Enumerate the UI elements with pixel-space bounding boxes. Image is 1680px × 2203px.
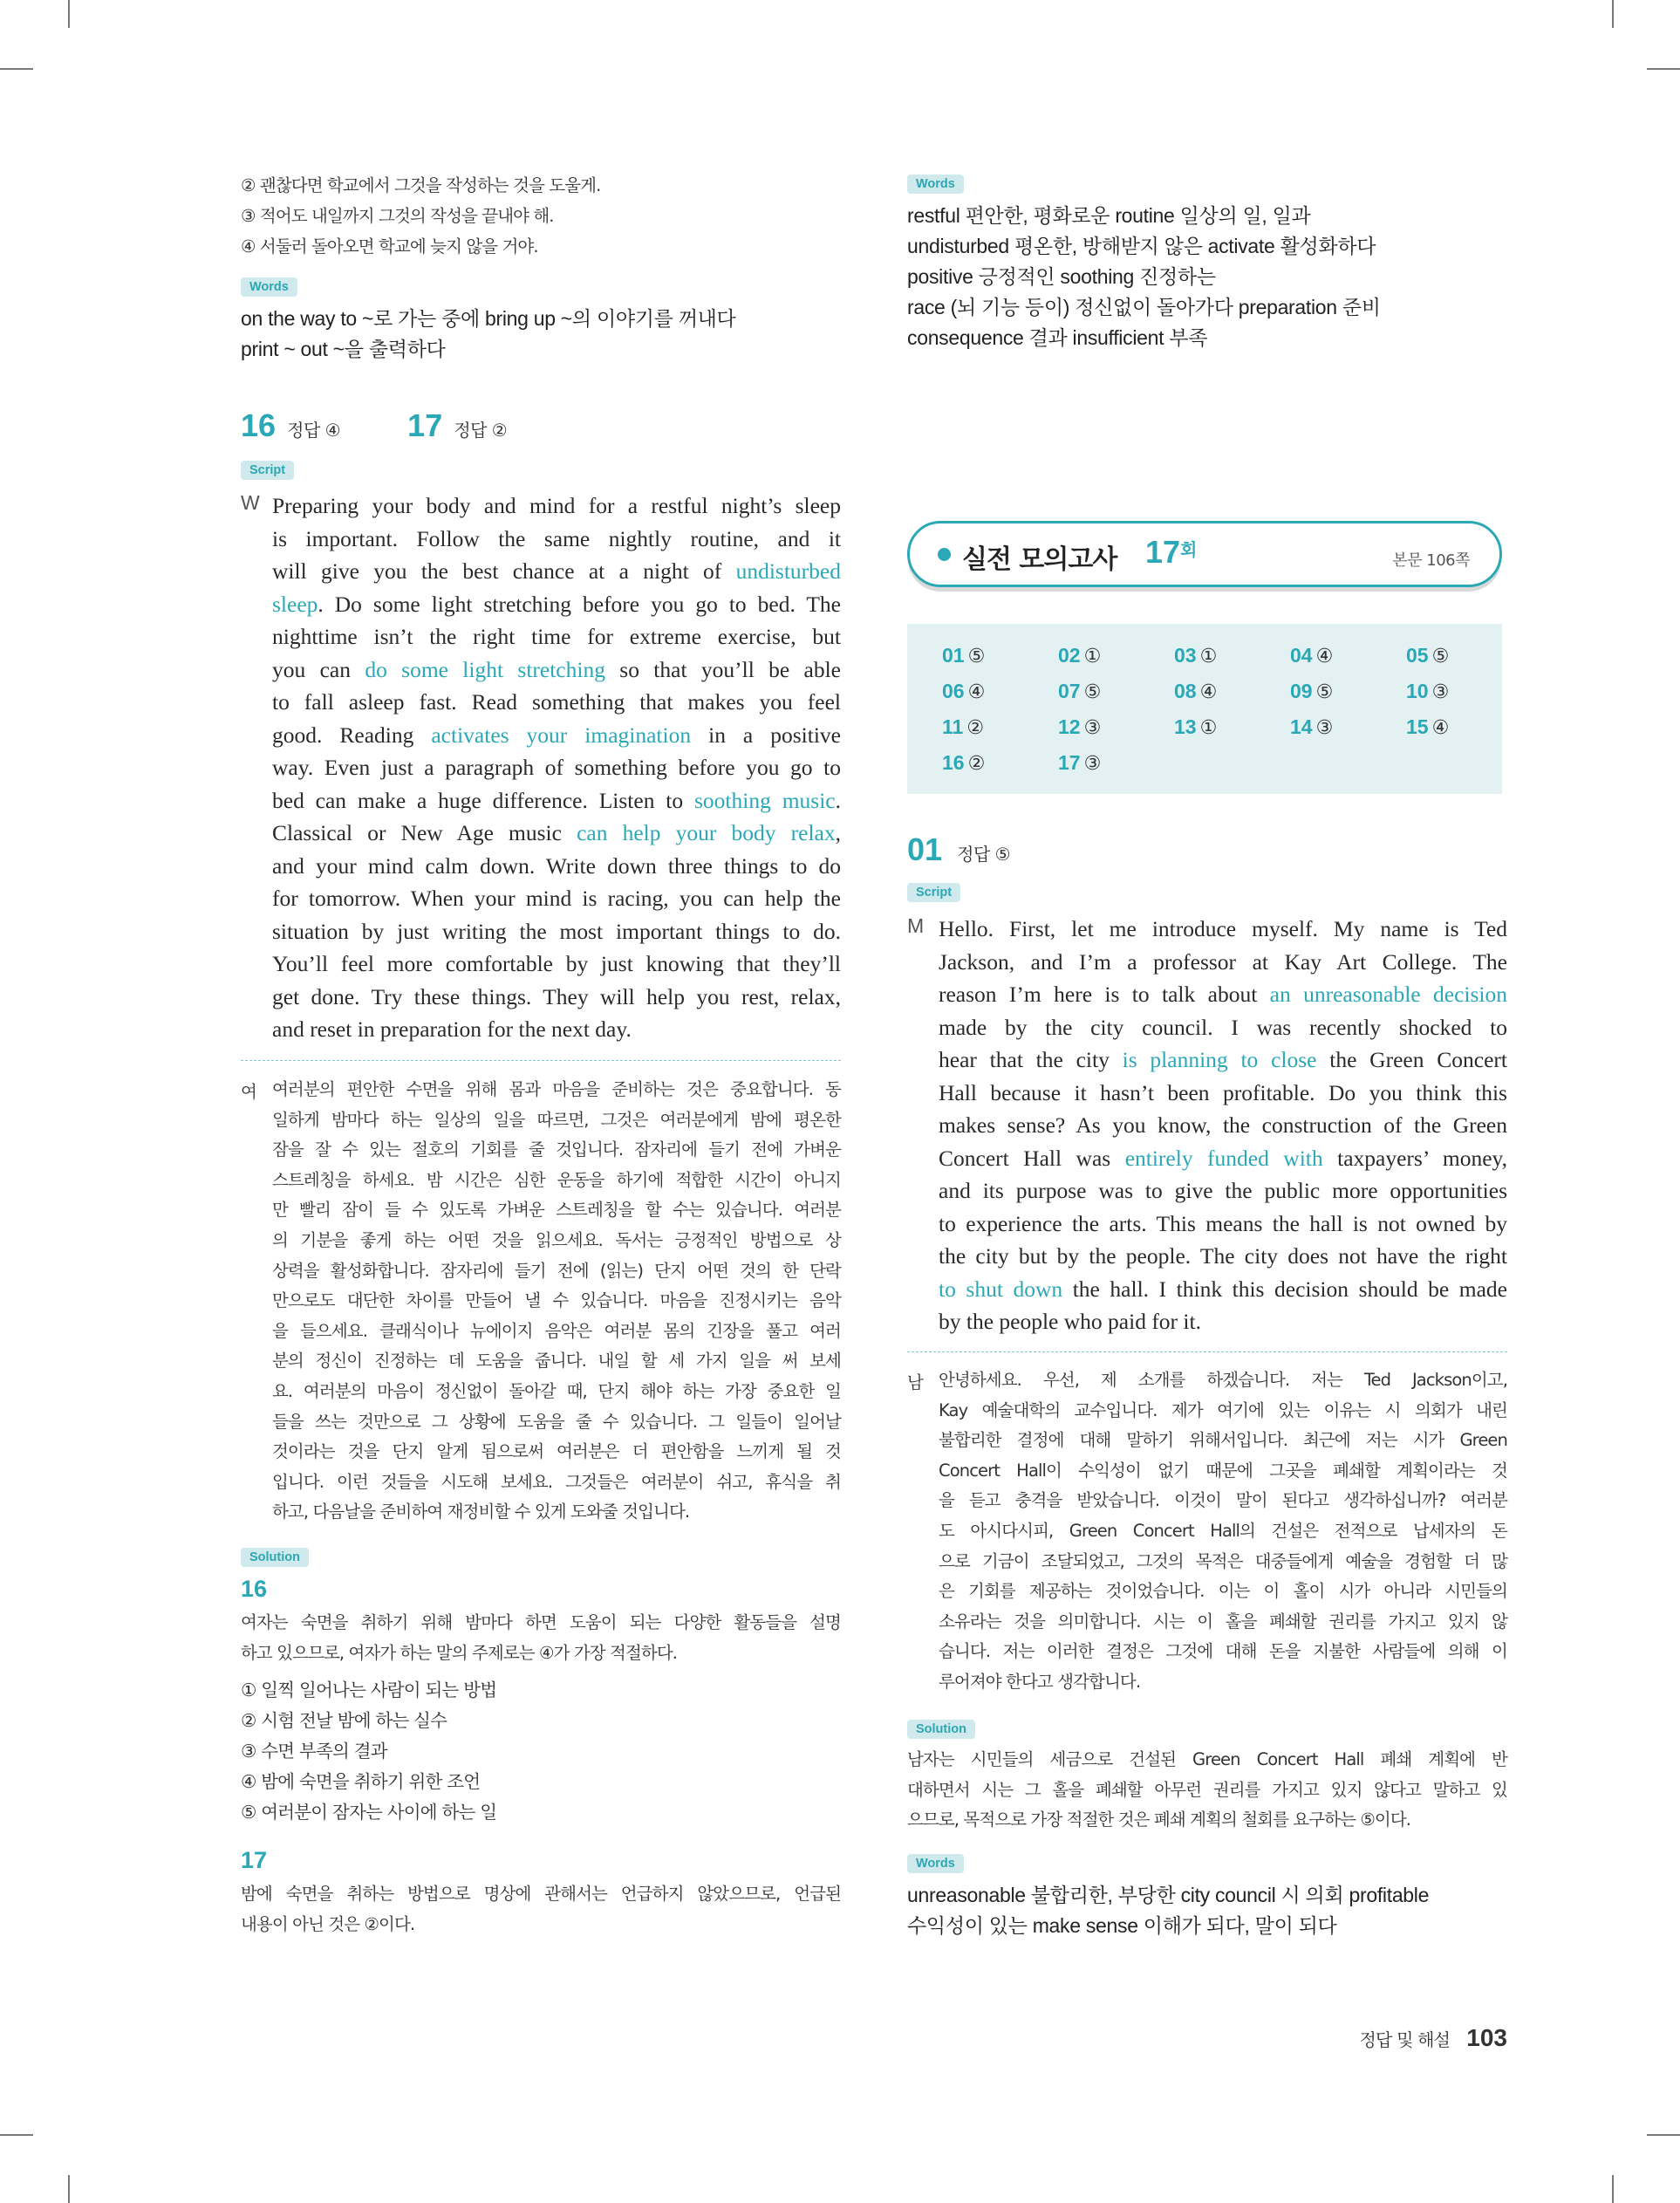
solution-number: 17 bbox=[241, 1847, 268, 1873]
text-line: 으므로, 목적으로 가장 적절한 것은 폐쇄 계획의 철회를 요구하는 ⑤이다. bbox=[907, 1810, 1411, 1830]
words-line: consequence 결과 insufficient 부족 bbox=[907, 326, 1208, 349]
text-line: 은 기회를 제공하는 것이었습니다. 이는 이 홀이 시가 아니라 시민들의 bbox=[939, 1581, 1507, 1602]
text-line: 의 기분을 좋게 하는 어떤 것을 읽으세요. 독서는 긍정적인 방법으로 상 bbox=[272, 1229, 841, 1250]
script-segment: to fall asleep fast. Read something that makes you feel bbox=[272, 689, 841, 715]
page-number: 103 bbox=[1466, 2024, 1507, 2051]
solution-text bbox=[241, 1608, 841, 1668]
script-tag: Script bbox=[241, 461, 294, 480]
test-number-value: 17 bbox=[1145, 534, 1181, 570]
answer-number: 09 bbox=[1290, 680, 1313, 702]
script-line bbox=[272, 653, 841, 687]
answer-choice: ③ bbox=[1083, 717, 1102, 739]
words-line: on the way to ~로 가는 중에 bring up ~의 이야기를 꺼내다 bbox=[241, 307, 736, 330]
text-line: 잠을 잘 수 있는 절호의 기회를 줄 것입니다. 잠자리에 들기 전에 가벼운 bbox=[272, 1139, 841, 1160]
option-item: ① 일찍 일어나는 사람이 되는 방법 bbox=[241, 1680, 497, 1700]
answer-grid bbox=[907, 624, 1502, 794]
answer-choice: ⑤ bbox=[1315, 681, 1334, 703]
highlighted-phrase: do some light stretching bbox=[365, 656, 605, 682]
crop-mark bbox=[68, 0, 70, 28]
script-line bbox=[272, 948, 841, 981]
text-line: 분의 정신이 진정하는 데 도움을 줍니다. 내일 할 세 가지 일을 써 보세 bbox=[272, 1351, 841, 1372]
translation-text bbox=[272, 1075, 841, 1528]
script-segment: the hall. I think this decision should be made bbox=[1062, 1276, 1507, 1302]
script-line bbox=[939, 978, 1507, 1011]
script-segment: so that you’ll be able bbox=[604, 656, 841, 682]
answer-choice: ④ bbox=[1199, 681, 1218, 703]
script-line bbox=[272, 915, 841, 948]
answer-choice: ③ bbox=[1083, 753, 1102, 775]
answer-choice: ② bbox=[967, 753, 986, 775]
answer-choice: ④ bbox=[1315, 646, 1334, 667]
text-line: 입니다. 이런 것들을 시도해 보세요. 그것들은 여러분이 쉬고, 휴식을 취 bbox=[272, 1471, 841, 1492]
script-segment: you can bbox=[272, 656, 365, 682]
text-line: 소유라는 것을 의미합니다. 시는 이 홀을 폐쇄할 권리를 가지고 있지 않 bbox=[939, 1611, 1507, 1632]
answer-choice: ③ bbox=[1315, 717, 1334, 739]
script-segment: good. Reading bbox=[272, 722, 432, 748]
answer-choice: ⑤ bbox=[967, 646, 986, 667]
previous-words bbox=[241, 304, 735, 365]
words-line: restful 편안한, 평화로운 routine 일상의 일, 일과 bbox=[907, 204, 1311, 227]
script-segment: . bbox=[835, 787, 841, 813]
script-segment: reason I’m here is to talk about bbox=[939, 982, 1270, 1007]
answer-number: 13 bbox=[1174, 715, 1197, 738]
page-footer bbox=[1308, 2024, 1507, 2052]
crop-mark bbox=[0, 68, 33, 70]
answer-number: 02 bbox=[1058, 644, 1081, 667]
solution-tag: Solution bbox=[241, 1548, 309, 1567]
option-list bbox=[241, 1675, 496, 1828]
test-number bbox=[1145, 534, 1197, 571]
solution-tag: Solution bbox=[907, 1720, 975, 1739]
answer-number: 12 bbox=[1058, 715, 1081, 738]
words-tag: Words bbox=[241, 277, 297, 297]
script-segment: Hall because it hasn’t been profitable. Do you think this bbox=[939, 1079, 1507, 1105]
script-line bbox=[939, 1305, 1507, 1338]
script-tag: Script bbox=[907, 883, 960, 902]
crop-mark bbox=[1647, 68, 1680, 70]
section-name: 정답 및 해설 bbox=[1359, 2029, 1451, 2050]
answer-choice: ① bbox=[1199, 646, 1218, 667]
script-line bbox=[939, 1043, 1507, 1077]
answer-item bbox=[1058, 680, 1101, 703]
speaker-label: W bbox=[241, 491, 260, 514]
script-segment: , bbox=[835, 820, 841, 845]
script-segment: bed can make a huge difference. Listen to bbox=[272, 787, 694, 813]
test-header bbox=[907, 521, 1502, 587]
answer-choice: ⑤ bbox=[1431, 646, 1450, 667]
script-line bbox=[939, 1240, 1507, 1273]
script-segment: Hello. First, let me introduce myself. My name is Ted bbox=[939, 916, 1507, 941]
translation-block bbox=[907, 1365, 1507, 1698]
script-segment: Concert Hall was bbox=[939, 1145, 1125, 1171]
question-number: 16 bbox=[241, 407, 277, 443]
script-segment: get done. Try these things. They will help you rest, relax, bbox=[272, 983, 841, 1009]
script-segment: Preparing your body and mind for a restful night’s sleep bbox=[272, 493, 841, 518]
answer-choice: ⑤ bbox=[1083, 681, 1102, 703]
highlighted-phrase: sleep bbox=[272, 591, 318, 617]
script-text bbox=[939, 913, 1507, 1338]
words-line: positive 긍정적인 soothing 진정하는 bbox=[907, 265, 1216, 288]
text-line: 밤에 숙면을 취하는 방법으로 명상에 관해서는 언급하지 않았으므로, 언급된 bbox=[241, 1884, 841, 1904]
words-list bbox=[907, 1880, 1429, 1941]
speaker-label: 남 bbox=[907, 1372, 923, 1392]
answer-label: 정답 ④ bbox=[287, 420, 341, 441]
answer-number: 03 bbox=[1174, 644, 1197, 667]
answer-number: 10 bbox=[1406, 680, 1429, 702]
script-segment: situation by just writing the most important things to do. bbox=[272, 918, 841, 944]
previous-options bbox=[241, 170, 600, 262]
script-segment: and its purpose was to give the public more opportunities bbox=[939, 1178, 1507, 1203]
script-line bbox=[272, 817, 841, 850]
answer-item bbox=[942, 680, 985, 703]
answer-item bbox=[942, 751, 985, 775]
script-line bbox=[272, 1013, 841, 1046]
option-line: ④ 서둘러 돌아오면 학교에 늦지 않을 거야. bbox=[241, 236, 538, 257]
answer-number: 14 bbox=[1290, 715, 1313, 738]
script-segment: and reset in preparation for the next day. bbox=[272, 1016, 632, 1042]
divider bbox=[241, 1060, 841, 1061]
script-line bbox=[939, 1077, 1507, 1110]
solution-text bbox=[241, 1879, 841, 1940]
text-line: 남자는 시민들의 세금으로 건설된 Green Concert Hall 폐쇄 계획에 반 bbox=[907, 1749, 1507, 1769]
highlighted-phrase: soothing music bbox=[694, 787, 836, 813]
script-line bbox=[939, 1109, 1507, 1142]
script-line bbox=[272, 620, 841, 653]
text-line: 들을 쓰는 것만으로 그 상황에 도움을 줄 수 있습니다. 그 일들이 일어날 bbox=[272, 1411, 841, 1432]
script-text bbox=[272, 489, 841, 1046]
crop-mark bbox=[1612, 0, 1614, 28]
script-segment: for tomorrow. When your mind is racing, you can help the bbox=[272, 886, 841, 911]
speaker-label: 여 bbox=[241, 1082, 256, 1102]
script-line bbox=[272, 981, 841, 1014]
answer-number: 16 bbox=[942, 751, 965, 774]
script-block bbox=[241, 489, 841, 1046]
script-segment: the city but by the people. The city does not have the right bbox=[939, 1243, 1507, 1269]
answer-item bbox=[1406, 644, 1449, 667]
answer-number: 06 bbox=[942, 680, 965, 702]
answer-number: 01 bbox=[942, 644, 965, 667]
crop-mark bbox=[1612, 2175, 1614, 2203]
translation-text bbox=[939, 1365, 1507, 1698]
answer-number: 05 bbox=[1406, 644, 1429, 667]
text-line: 을 듣고 충격을 받았습니다. 이것이 말이 된다고 생각하십니까? 여러분 bbox=[939, 1490, 1507, 1511]
script-segment: hear that the city bbox=[939, 1047, 1123, 1072]
script-line bbox=[272, 850, 841, 883]
answer-number: 17 bbox=[1058, 751, 1081, 774]
text-line: 안녕하세요. 우선, 제 소개를 하겠습니다. 저는 Ted Jackson이고, bbox=[939, 1370, 1507, 1390]
text-line: 루어져야 한다고 생각합니다. bbox=[939, 1671, 1141, 1692]
answer-item bbox=[1406, 715, 1449, 739]
answer-item bbox=[1290, 644, 1333, 667]
highlighted-phrase: activates your imagination bbox=[431, 722, 692, 748]
script-segment: in a positive bbox=[691, 722, 841, 748]
words-line: unreasonable 불합리한, 부당한 city council 시 의회 profitable bbox=[907, 1884, 1430, 1906]
text-line: 습니다. 저는 이러한 결정은 그것에 대해 돈을 지불한 사람들에 의해 이 bbox=[939, 1641, 1507, 1662]
page-reference: 본문 106쪽 bbox=[1392, 551, 1470, 570]
answer-choice: ① bbox=[1083, 646, 1102, 667]
script-line bbox=[939, 1208, 1507, 1241]
text-line: 하고 있으므로, 여자가 하는 말의 주제로는 ④가 가장 적절하다. bbox=[241, 1642, 678, 1663]
highlighted-phrase: is planning to close bbox=[1122, 1047, 1317, 1072]
option-item: ② 시험 전날 밤에 하는 실수 bbox=[241, 1710, 447, 1731]
words-tag: Words bbox=[907, 1854, 964, 1873]
text-line: 도 아시다시피, Green Concert Hall의 건설은 전적으로 납세자의 돈 bbox=[939, 1520, 1507, 1541]
words-line: undisturbed 평온한, 방해받지 않은 activate 활성화하다 bbox=[907, 235, 1376, 257]
script-line bbox=[272, 686, 841, 719]
crop-mark bbox=[68, 2175, 70, 2203]
script-block bbox=[907, 913, 1507, 1338]
script-segment: makes sense? As you know, the construction of the Green bbox=[939, 1112, 1507, 1138]
text-line: 만 빨리 잠이 들 수 있도록 가벼운 스트레칭을 할 수는 있습니다. 여러분 bbox=[272, 1200, 841, 1221]
divider bbox=[907, 1351, 1507, 1352]
script-line bbox=[272, 523, 841, 556]
text-line: 것이라는 것을 단지 알게 됨으로써 여러분은 더 편안함을 느끼게 될 것 bbox=[272, 1441, 841, 1462]
script-line bbox=[939, 1142, 1507, 1175]
words-list bbox=[907, 201, 1381, 353]
highlighted-phrase: an unreasonable decision bbox=[1269, 982, 1507, 1007]
answer-label: 정답 ② bbox=[454, 420, 508, 441]
script-segment: is important. Follow the same nightly routine, and it bbox=[272, 525, 841, 551]
text-line: 하고, 다음날을 준비하여 재정비할 수 있게 도와줄 것입니다. bbox=[272, 1502, 690, 1522]
script-segment: taxpayers’ money, bbox=[1322, 1145, 1508, 1171]
script-line bbox=[939, 913, 1507, 946]
text-line: 만으로도 대단한 차이를 만들어 낼 수 있습니다. 마음을 진정시키는 음악 bbox=[272, 1290, 841, 1311]
text-line: 을 들으세요. 클래식이나 뉴에이지 음악은 여러분 몸의 긴장을 풀고 여러 bbox=[272, 1320, 841, 1341]
answer-number: 11 bbox=[942, 715, 964, 738]
script-segment: Jackson, and I’m a professor at Kay Art College. The bbox=[939, 948, 1507, 975]
script-segment: to experience the arts. This means the hall is not owned by bbox=[939, 1210, 1507, 1236]
translation-block bbox=[241, 1075, 841, 1528]
answer-item bbox=[942, 644, 985, 667]
highlighted-phrase: to shut down bbox=[939, 1276, 1063, 1302]
answer-item bbox=[1058, 751, 1101, 775]
answer-number: 07 bbox=[1058, 680, 1081, 702]
answer-choice: ③ bbox=[1431, 681, 1450, 703]
script-segment: will give you the best chance at a night of bbox=[272, 558, 736, 584]
option-line: ③ 적어도 내일까지 그것의 작성을 끝내야 해. bbox=[241, 206, 554, 226]
answer-item bbox=[1174, 644, 1217, 667]
crop-mark bbox=[0, 2134, 33, 2136]
text-line: 스트레칭을 하세요. 밤 시간은 심한 운동을 하기에 적합한 시간이 아니지 bbox=[272, 1169, 841, 1190]
test-title: 실전 모의고사 bbox=[962, 544, 1117, 575]
text-line: 일하게 밤마다 하는 일상의 일을 따르면, 그것은 여러분에게 밤에 평온한 bbox=[272, 1109, 841, 1130]
script-segment: the Green Concert bbox=[1316, 1047, 1507, 1072]
text-line: 대하면서 시는 그 홀을 폐쇄할 아무런 권리를 가지고 있지 않다고 말하고 있 bbox=[907, 1779, 1507, 1800]
words-line: race (뇌 기능 등이) 정신없이 돌아가다 preparation 준비 bbox=[907, 296, 1381, 318]
highlighted-phrase: undisturbed bbox=[735, 558, 841, 584]
script-line bbox=[272, 719, 841, 752]
script-segment: . Do some light stretching before you go to bed. The bbox=[318, 591, 841, 617]
text-line: Concert Hall이 수익성이 없기 때문에 그곳을 폐쇄할 계획이라는 것 bbox=[939, 1460, 1507, 1481]
words-line: 수익성이 있는 make sense 이해가 되다, 말이 되다 bbox=[907, 1914, 1337, 1937]
option-line: ② 괜찮다면 학교에서 그것을 작성하는 것을 도울게. bbox=[241, 175, 601, 195]
option-item: ④ 밤에 숙면을 취하기 위한 조언 bbox=[241, 1771, 481, 1792]
script-segment: nighttime isn’t the right time for extreme exercise, but bbox=[272, 624, 841, 649]
script-line bbox=[939, 1011, 1507, 1044]
text-line: 요. 여러분의 마음이 정신없이 돌아갈 때, 단지 해야 하는 가장 중요한 일 bbox=[272, 1380, 841, 1401]
script-line bbox=[272, 489, 841, 523]
script-segment: by the people who paid for it. bbox=[939, 1309, 1201, 1334]
words-line: print ~ out ~을 출력하다 bbox=[241, 338, 446, 360]
script-segment: made by the city council. I was recently shocked to bbox=[939, 1014, 1507, 1040]
answer-choice: ④ bbox=[1431, 717, 1450, 739]
text-line: 내용이 아닌 것은 ②이다. bbox=[241, 1913, 415, 1934]
answer-choice: ④ bbox=[967, 681, 986, 703]
answer-item bbox=[1406, 680, 1449, 703]
script-segment: and your mind calm down. Write down three things to do bbox=[272, 852, 841, 879]
crop-mark bbox=[1647, 2134, 1680, 2136]
solution-text bbox=[907, 1745, 1507, 1836]
text-line: 상력을 활성화합니다. 잠자리에 들기 전에 (읽는) 단지 어떤 것의 한 단락 bbox=[272, 1260, 841, 1281]
highlighted-phrase: can help your body relax bbox=[577, 820, 836, 845]
script-segment: way. Even just a paragraph of something before you go to bbox=[272, 755, 841, 780]
answer-item bbox=[1058, 644, 1101, 667]
text-line: 불합리한 결정에 대해 말하기 위해서입니다. 최근에 저는 시가 Green bbox=[939, 1430, 1507, 1451]
option-item: ③ 수면 부족의 결과 bbox=[241, 1741, 387, 1762]
text-line: 여자는 숙면을 취하기 위해 밤마다 하면 도움이 되는 다양한 활동들을 설명 bbox=[241, 1612, 841, 1632]
question-number: 01 bbox=[907, 831, 943, 867]
answer-item bbox=[942, 715, 984, 739]
text-line: 여러분의 편안한 수면을 위해 몸과 마음을 준비하는 것은 중요합니다. 동 bbox=[272, 1079, 841, 1099]
solution-number: 16 bbox=[241, 1576, 268, 1602]
script-line bbox=[939, 946, 1507, 979]
script-segment: You’ll feel more comfortable by just knowing that they’ll bbox=[272, 951, 841, 976]
text-line: Kay 예술대학의 교수입니다. 제가 여기에 있는 이유는 시 의회가 내린 bbox=[939, 1399, 1507, 1420]
answer-number: 15 bbox=[1406, 715, 1429, 738]
highlighted-phrase: entirely funded with bbox=[1124, 1145, 1323, 1171]
script-line bbox=[272, 784, 841, 818]
answer-item bbox=[1174, 680, 1217, 703]
answer-number: 04 bbox=[1290, 644, 1313, 667]
answer-item bbox=[1174, 715, 1217, 739]
speaker-label: M bbox=[907, 914, 925, 937]
script-line bbox=[272, 588, 841, 621]
answer-item bbox=[1290, 680, 1333, 703]
script-line bbox=[939, 1273, 1507, 1306]
bullet-dot-icon bbox=[938, 548, 951, 561]
answer-item bbox=[1290, 715, 1333, 739]
script-line bbox=[939, 1174, 1507, 1208]
question-number: 17 bbox=[407, 407, 443, 443]
question-header bbox=[241, 408, 507, 443]
script-line bbox=[272, 555, 841, 588]
answer-choice: ② bbox=[966, 717, 985, 739]
words-tag: Words bbox=[907, 174, 964, 194]
option-item: ⑤ 여러분이 잠자는 사이에 하는 일 bbox=[241, 1802, 497, 1823]
answer-number: 08 bbox=[1174, 680, 1197, 702]
script-line bbox=[272, 882, 841, 915]
test-number-suffix: 회 bbox=[1180, 539, 1198, 560]
text-line: 으로 기금이 조달되었고, 그것의 목적은 대중들에게 예술을 경험할 더 많 bbox=[939, 1550, 1507, 1571]
answer-item bbox=[1058, 715, 1101, 739]
answer-label: 정답 ⑤ bbox=[957, 844, 1011, 865]
script-segment: Classical or New Age music bbox=[272, 820, 577, 845]
answer-choice: ① bbox=[1199, 717, 1218, 739]
script-line bbox=[272, 751, 841, 784]
question-header bbox=[907, 832, 1010, 867]
